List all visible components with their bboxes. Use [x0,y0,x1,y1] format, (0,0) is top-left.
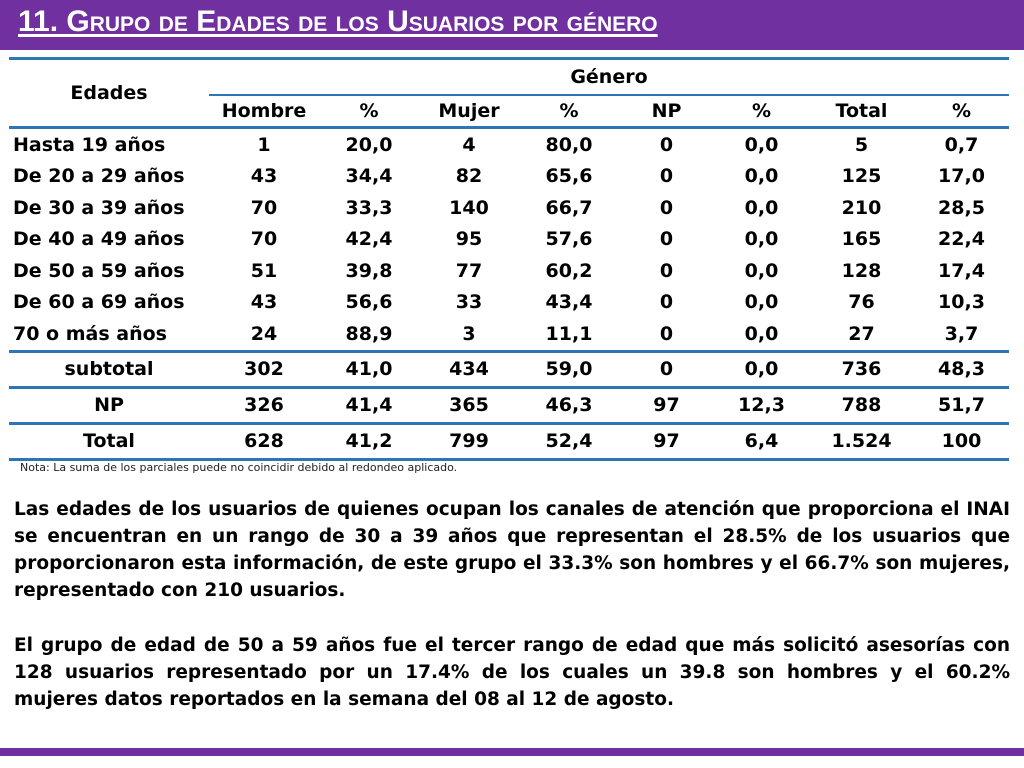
table-cell: 52,4 [519,423,619,459]
table-cell: 100 [914,423,1009,459]
table-cell: 302 [209,351,319,387]
table-cell: 66,7 [545,196,593,219]
table-row [9,128,1009,161]
table-cell: 39,8 [345,259,393,282]
table-cell: 51 [250,259,278,282]
row-label: De 20 a 29 años [13,165,185,188]
table-cell: 70 [250,228,278,251]
table-cell: 0,0 [744,259,779,282]
row-label: De 30 a 39 años [13,196,185,219]
paragraph-1: Las edades de los usuarios de quienes ocupan los canales de atención que proporciona el INAI se encuentran en un rango de 30 a 39 años que representan el 28.5% de los usuarios que proporcionaron esta información, de este grupo el 33.3% son hombres y el 66.7% son mujeres, representado con 210 usuarios. [14,499,1010,601]
bottom-accent-line [0,748,1024,756]
table-cell: 6,4 [714,423,809,459]
subheader-pct-hombre: % [319,95,419,128]
table-cell: 17,0 [938,165,985,188]
table-cell: 326 [209,387,319,423]
table-cell: 0,0 [714,351,809,387]
table-cell: 1 [257,133,271,156]
table-cell: 0,0 [744,291,779,314]
table-row [9,161,1009,193]
table-cell: 34,4 [345,165,393,188]
subheader-pct-mujer: % [519,95,619,128]
table-cell: 5 [854,133,869,156]
table-cell: 0 [659,165,674,188]
table-cell: 77 [455,259,483,282]
table-cell: 0,0 [744,228,779,251]
table-cell: 56,6 [345,291,393,314]
table-cell: 0 [659,196,674,219]
summary-row [9,351,1009,387]
table-row [9,255,1009,287]
row-label: subtotal [9,351,209,387]
table-cell: 59,0 [519,351,619,387]
table-cell: 22,4 [938,228,985,251]
table-note: Nota: La suma de los parciales puede no coincidir debido al redondeo aplicado. [20,461,458,474]
table-cell: 76 [848,291,875,314]
table-cell: 43,4 [545,291,593,314]
table-cell: 28,5 [938,196,985,219]
table-cell: 43 [250,291,278,314]
table-cell: 3 [419,318,519,351]
table-cell: 20,0 [345,133,393,156]
table-cell: 0,0 [714,318,809,351]
table-cell: 0 [659,228,674,251]
table-cell: 12,3 [714,387,809,423]
table-cell: 799 [419,423,519,459]
table-cell: 0 [659,133,674,156]
table-cell: 140 [449,196,489,219]
table-cell: 88,9 [319,318,419,351]
table-cell: 125 [841,165,882,188]
paragraph-2: El grupo de edad de 50 a 59 años fue el tercer rango de edad que más solicitó asesorías con 128 usuarios representado por un 17.4% de los cuales un 39.8 son hombres y el 60.2% mujeres datos reportados en la semana del 08 al 12 de agosto. [14,635,1010,710]
age-gender-table [9,57,1009,461]
table-cell: 788 [809,387,914,423]
table-cell: 80,0 [545,133,593,156]
row-label: Hasta 19 años [13,133,166,156]
table-cell: 165 [841,228,882,251]
table-cell: 27 [809,318,914,351]
summary-row [9,387,1009,423]
table-cell: 0,0 [744,196,779,219]
table-cell: 17,4 [938,259,985,282]
table-cell: 70 [250,196,278,219]
table-cell: 57,6 [545,228,593,251]
subheader-total: Total [809,95,914,128]
summary-row [9,423,1009,459]
row-label: NP [9,387,209,423]
table-cell: 33 [455,291,483,314]
subheader-pct-total: % [914,95,1009,128]
row-label: De 40 a 49 años [13,228,185,251]
row-label: De 60 a 69 años [13,291,185,314]
table-cell: 95 [455,228,483,251]
table-row [9,318,1009,351]
table-cell: 3,7 [914,318,1009,351]
subheader-pct-np: % [714,95,809,128]
table-cell: 82 [455,165,483,188]
header-edades: Edades [9,59,209,128]
table-cell: 0,0 [744,133,779,156]
table-row [9,224,1009,256]
table-cell: 0 [659,259,674,282]
table-cell: 24 [209,318,319,351]
table-cell: 0,7 [944,133,979,156]
table-cell: 0 [619,318,714,351]
page-title: 11. Grupo de Edades de los Usuarios por género [18,5,658,38]
row-label: De 50 a 59 años [13,259,185,282]
subheader-hombre: Hombre [209,95,319,128]
table-cell: 210 [841,196,882,219]
table-cell: 434 [419,351,519,387]
row-label: 70 o más años [9,318,209,351]
table-row [9,287,1009,319]
table-cell: 33,3 [345,196,393,219]
table-cell: 48,3 [914,351,1009,387]
table-cell: 4 [462,133,476,156]
header-genero: Género [209,59,1009,96]
table-cell: 65,6 [545,165,593,188]
table-cell: 41,0 [319,351,419,387]
table-cell: 46,3 [519,387,619,423]
table-cell: 43 [250,165,278,188]
table-cell: 51,7 [914,387,1009,423]
table-cell: 41,4 [319,387,419,423]
table-cell: 0 [619,351,714,387]
table-cell: 10,3 [938,291,985,314]
table-cell: 60,2 [545,259,593,282]
table-row [9,192,1009,224]
table-cell: 42,4 [345,228,393,251]
table-cell: 41,2 [319,423,419,459]
table-cell: 97 [619,387,714,423]
table-cell: 1.524 [809,423,914,459]
table-cell: 128 [841,259,882,282]
table-cell: 0 [659,291,674,314]
row-label: Total [9,423,209,459]
subheader-np: NP [619,95,714,128]
table-cell: 11,1 [519,318,619,351]
table-cell: 628 [209,423,319,459]
table-cell: 97 [619,423,714,459]
table-cell: 365 [419,387,519,423]
table-cell: 736 [809,351,914,387]
subheader-mujer: Mujer [419,95,519,128]
table-cell: 0,0 [744,165,779,188]
